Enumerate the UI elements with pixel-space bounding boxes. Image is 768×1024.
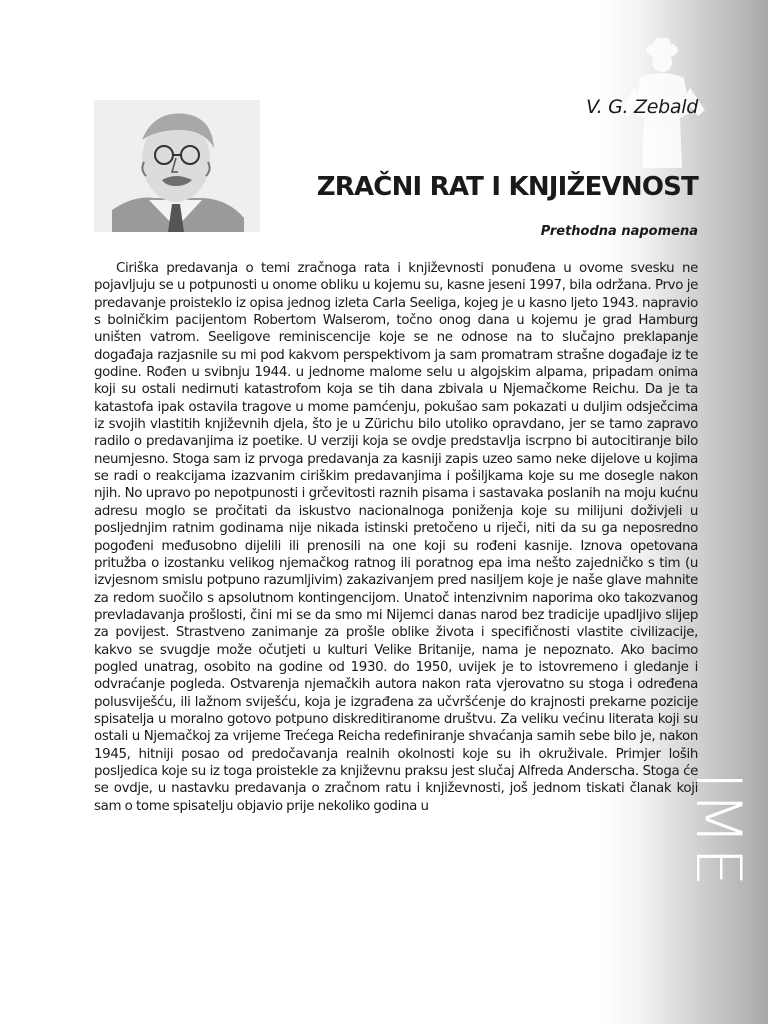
section-subtitle: Prethodna napomena [540, 224, 698, 239]
sidebar-section-label: IME [682, 771, 755, 889]
body-paragraph: Ciriška predavanja o temi zračnoga rata i književnosti ponuđena u ovome svesku ne pojavljuju se u potpunosti u onome obliku u kojemu su, kasne jeseni 1997, bila održana. Prvo je predavanje proisteklo iz opisa jednog izleta Carla Seeliga, kojeg je u kasno ljeto 1943. napravio s bolničkim pacijentom Robertom Walserom, točno onog dana u kojemu je grad Hamburg uništen vatrom. Seeligove reminiscencije koje se ne odnose na to slučajno preklapanje događaja razjasnile su mi pod kakvom perspektivom ja sam promatram strašne događaje iz te godine. Rođen u svibnju 1944. u jednome malome selu u algojskim alpama, pripadam onima koji su ostali nedirnuti katastrofom koja se tih dana zbivala u Njemačkome Reichu. Da je ta katastofa ipak ostavila tragove u mome pamćenju, pokušao sam pokazati u duljim odsječcima iz svojih vlastitih književnih djela, što je u Zürichu bilo utoliko opravdano, jer se tamo zapravo radilo o predavanjima iz poetike. U verziji koja se ovdje predstavlja iscrpno bi autocitiranje bilo neumjesno. Stoga sam iz prvoga predavanja za kasniji zapis uzeo samo neke dijelove u kojima se radi o reakcijama izazvanim ciriškim predavanjima i pošiljkama koje su me dosegle nakon njih. No upravo po nepotpunosti i grčevitosti raznih pisama i sastavaka poslanih na moju kućnu adresu moglo se pročitati da iskustvo nacionalnoga poniženja koje su milijuni doživjeli u posljednjim ratnim godinama nije nikada istinski pretočeno u riječi, niti da su ga neposredno pogođeni međusobno dijelili ili prenosili na one koji su rođeni kasnije. Iznova opetovana pritužba o izostanku velikog njemačkog ratnog ili poratnog epa ima nešto zajedničko s tim (u izvjesnom smislu potpuno razumljivim) zakazivanjem pred nasiljem koje je naše glave mahnite za redom suočilo s apsolutnom kontingencijom. Unatoč intenzivnim naporima oko takozvanog prevladavanja prošlosti, čini mi se da smo mi Nijemci danas narod bez tradicije upadljivo slijep za povijest. Strastveno zanimanje za prošle oblike života i specifičnosti vlastite civilizacije, kakvo se svugdje može očutjeti u kulturi Velike Britanije, nama je nepoznato. Ako bacimo pogled unatrag, osobito na godine od 1930. do 1950, uvijek je to istovremeno i gledanje i odvraćanje pogleda. Ostvarenja njemačkih autora nakon rata vjerovatno su stoga i određena polusviješću, ili lažnom sviješću, koja je izgrađena za učvršćenje do krajnosti prekarne pozicije spisatelja u moralno gotovo potpuno diskreditiranome društvu. Za veliku većinu literata koji su ostali u Njemačkoj za vrijeme Trećega Reicha redefiniranje shvaćanja samih sebe bilo je, nakon 1945, hitniji posao od predočavanja realnih okolnosti koje su ih okruživale. Primjer loših posljedica koje su iz toga proistekle za književnu praksu jest slučaj Alfreda Anderscha. Stoga će se ovdje, u nastavku predavanja o zračnom ratu i književnosti, još jednom tiskati članak koji sam o tome spisatelju objavio prije nekoliko godina u [94, 261, 698, 814]
article-title: ZRAČNI RAT I KNJIŽEVNOST [316, 172, 698, 202]
author-name: V. G. Zebald [586, 96, 698, 118]
author-portrait [94, 100, 260, 232]
